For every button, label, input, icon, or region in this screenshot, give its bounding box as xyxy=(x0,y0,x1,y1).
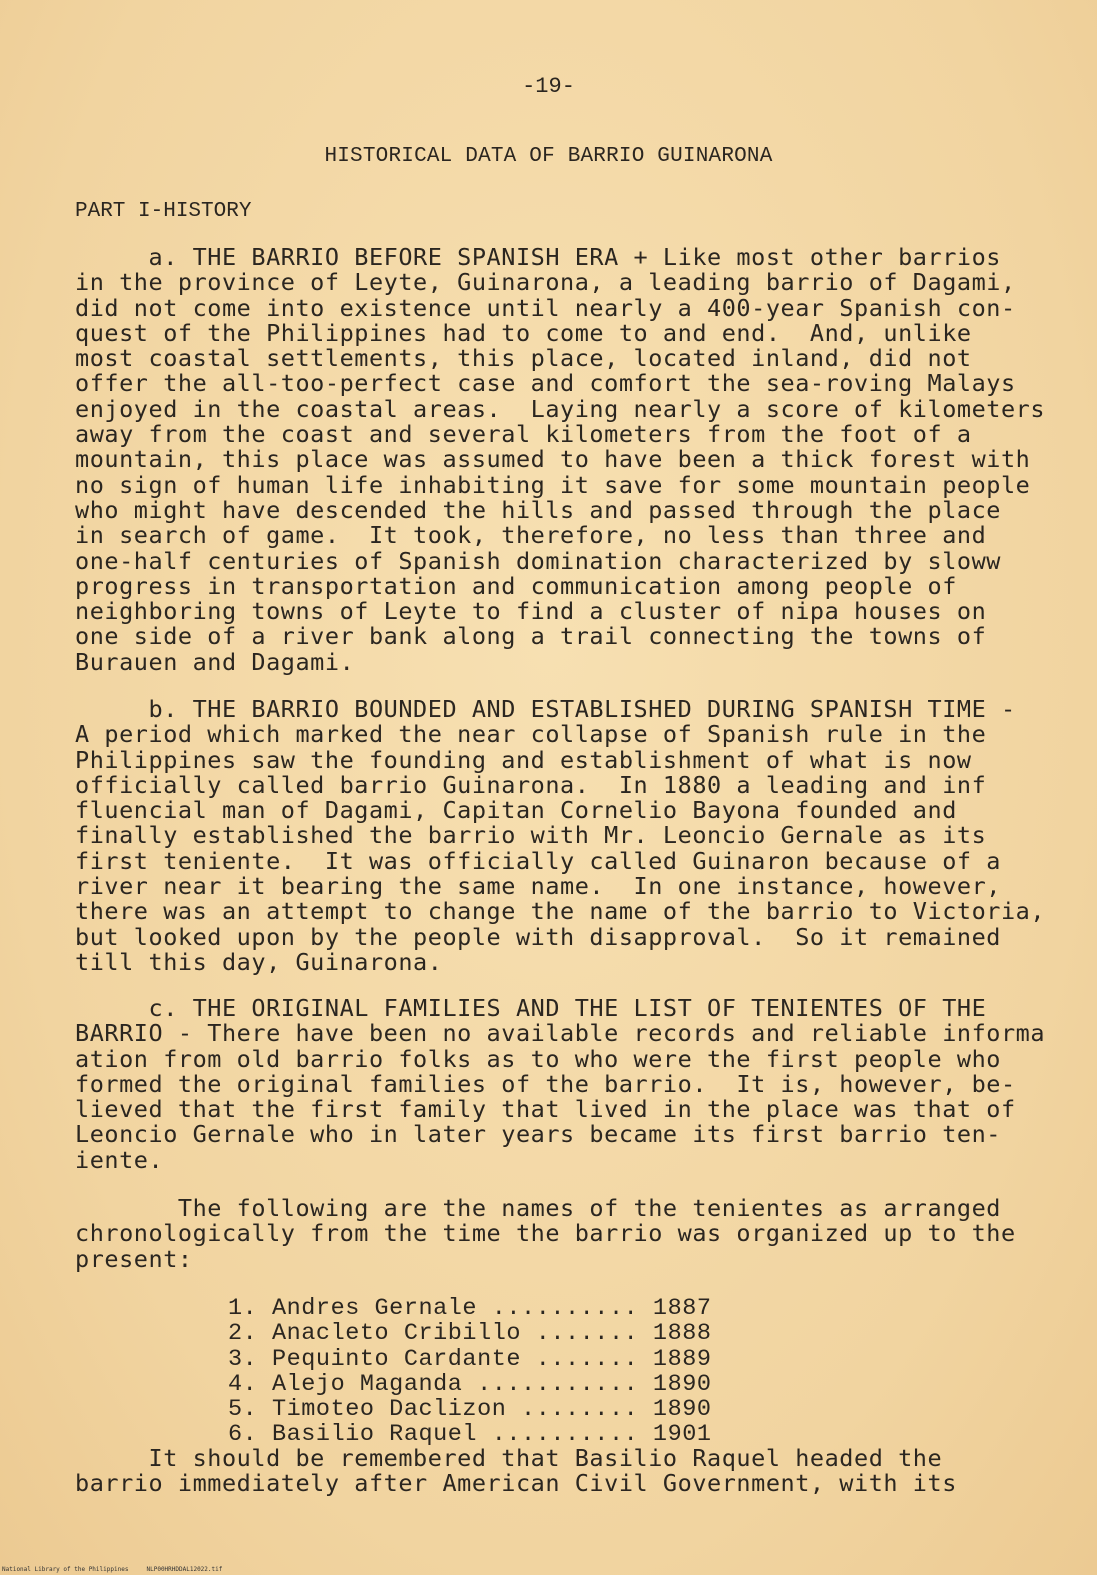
paragraph-remember: It should be remembered that Basilio Raquel headed the barrio immediately after American Civil Government, with its xyxy=(75,1444,957,1498)
page-number: -19- xyxy=(522,74,575,99)
paragraph-a: a. THE BARRIO BEFORE SPANISH ERA + Like most other barrios in the province of Leyte, Guinarona, a leading barrio of Dagami, did not come into existence until nearly a 400-year Spanish con- quest of the Philippines had to come to and end. And, unlike most coastal settlements, this place, located inland, did not offer the all-too-perfect case and comfort the sea-roving Malays enjoyed in the coastal areas. Laying nearly a score of kilometers away from the coast and several kilometers from the foot of a mountain, this place was assumed to have been a thick forest with no sign of human life inhabiting it save for some mountain people who might have descended the hills and passed through the place in search of game. It took, therefore, no less than three and one-half centuries of Spanish domination characterized by sloww progress in transportation and communication among people of neighboring towns of Leyte to find a cluster of nipa houses on one side of a river bank along a trail connecting the towns of Burauen and Dagami. xyxy=(75,243,1046,676)
paragraph-b: b. THE BARRIO BOUNDED AND ESTABLISHED DURING SPANISH TIME - A period which marked the near collapse of Spanish rule in the Philippines saw the founding and establishment of what is now officially called barrio Guinarona. In 1880 a leading and inf fluencial man of Dagami, Capitan Cornelio Bayona founded and finally established the barrio with Mr. Leoncio Gernale as its first teniente. It was officially called Guinaron because of a river near it bearing the same name. In one instance, however, there was an attempt to change the name of the barrio to Victoria, but looked upon by the people with disapproval. So it remained till this day, Guinarona. xyxy=(75,695,1046,976)
list-item: 3. Pequinto Cardante ....... 1889 xyxy=(228,1345,712,1373)
tenientes-list xyxy=(228,1296,712,1448)
paragraph-following: The following are the names of the tenientes as arranged chronologically from the time the barrio was organized up to the present: xyxy=(75,1194,1016,1273)
list-item: 6. Basilio Raquel .......... 1901 xyxy=(228,1421,712,1449)
part-heading: PART I-HISTORY xyxy=(75,200,252,223)
list-item: 2. Anacleto Cribillo ....... 1888 xyxy=(228,1320,712,1348)
list-item: 4. Alejo Maganda ........... 1890 xyxy=(228,1370,712,1398)
scan-footer: National Library of the Philippines NLP00HRHDDAL12022.tif xyxy=(2,1566,223,1573)
document-title: HISTORICAL DATA OF BARRIO GUINARONA xyxy=(324,145,773,168)
paragraph-c: c. THE ORIGINAL FAMILIES AND THE LIST OF TENIENTES OF THE BARRIO - There have been no available records and reliable informa ation from old barrio folks as to who were the first people who formed the original families of the barrio. It is, however, be- lieved that the first family that lived in the place was that of Leoncio Gernale who in later years became its first barrio ten- iente. xyxy=(75,994,1046,1174)
list-item: 5. Timoteo Daclizon ........ 1890 xyxy=(228,1396,712,1424)
list-item: 1. Andres Gernale .......... 1887 xyxy=(228,1295,712,1322)
